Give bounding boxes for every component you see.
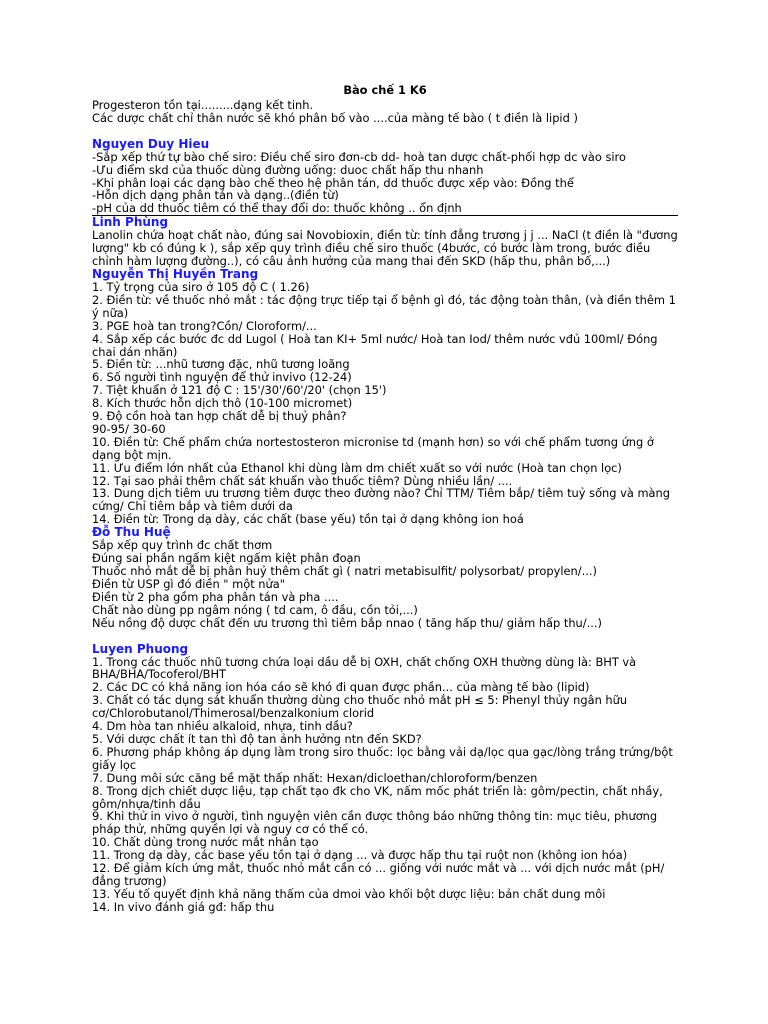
question-line: 2. Điền từ: về thuốc nhỏ mắt : tác động trực tiếp tại ổ bệnh gì đó, tác động toàn thân, (và điền thêm 1 ý nữa) (92, 292, 676, 320)
author-heading: Linh Phùng (92, 215, 169, 230)
author-heading: Luyen Phuong (92, 641, 189, 656)
question-line: 3. PGE hoà tan trong?Cồn/ Cloroform/... (92, 318, 317, 333)
question-line: Lanolin chứa hoạt chất nào, đúng sai Novobioxin, điền từ: tính đẳng trương j j ... NaCl (t điền là "đương lượng" kb có đúng k ), sắp xếp quy trình điều chế siro thuốc (4bước, có bước làm trong, bước điều chỉnh hàm lượng đường..), có câu ảnh hưởng của mang thai đến SKD (hấp thu, phân bố,...) (92, 228, 678, 269)
author-heading: Đỗ Thu Huệ (92, 525, 171, 540)
question-line: 12. Để giảm kích ứng mắt, thuốc nhỏ mắt cần có ... giống với nước mắt và ... với dịch nước mắt (pH/đẳng trương) (92, 861, 665, 888)
question-line: -Khi phân loại các dạng bào chế theo hệ phân tán, dd thuốc được xếp vào: Đồng thể (92, 175, 574, 190)
question-line: 13. Dung dịch tiêm ưu trương tiêm được theo đường nào? Chỉ TTM/ Tiêm bắp/ tiêm tuỷ sống và màng cứng/ Chỉ tiêm bắp và tiêm dưới da (92, 486, 670, 514)
question-line: 12. Tại sao phải thêm chất sát khuẩn vào thuốc tiêm? Dùng nhiều lần/ .... (92, 473, 513, 488)
question-line: 14. Điền từ: Trong dạ dày, các chất (base yếu) tồn tại ở dạng không ion hoá (92, 512, 524, 527)
question-line: 14. In vivo đánh giá gđ: hấp thu (92, 899, 275, 914)
author-heading: Nguyễn Thị Huyền Trang (92, 266, 259, 281)
question-line: 11. Trong dạ dày, các base yếu tồn tại ở dạng ... và được hấp thu tại ruột non (không ion hóa) (92, 848, 628, 863)
question-line: Chất nào dùng pp ngâm nóng ( td cam, ô đầu, cồn tỏi,...) (92, 602, 418, 617)
question-line: -pH của dd thuốc tiêm có thể thay đổi do: thuốc không .. ổn định (92, 202, 678, 216)
document-title: Bào chế 1 K6 (343, 83, 427, 97)
question-line: 10. Điền từ: Chế phẩm chứa nortestosteron micronise td (mạnh hơn) so với chế phẩm tương ứng ở dạng bột mịn. (92, 434, 654, 462)
question-line: 8. Trong dịch chiết dược liệu, tạp chất tạo đk cho VK, nấm mốc phát triển là: gôm/pectin, chất nhầy, gôm/nhựa/tinh dầu (92, 783, 663, 811)
question-line: 7. Tiệt khuẩn ở 121 độ C : 15'/30'/60'/20' (chọn 15') (92, 383, 387, 398)
question-line: Thuốc nhỏ mắt dễ bị phân huỷ thêm chất gì ( natri metabisulfit/ polysorbat/ propylen/...) (92, 564, 597, 578)
question-line: 90-95/ 30-60 (92, 421, 166, 436)
question-line: Sắp xếp quy trình đc chất thơm (92, 538, 273, 553)
question-line: 6. Số người tình nguyện để thử invivo (12-24) (92, 370, 352, 385)
question-line: Nếu nồng độ dược chất đến ưu trương thì tiêm bắp nnao ( tăng hấp thu/ giảm hấp thu/...) (92, 615, 602, 630)
question-line: 2. Các DC có khả năng ion hóa cáo sẽ khó đi quan được phần... của màng tế bào (lipid) (92, 680, 590, 695)
question-line: 6. Phương pháp không áp dụng làm trong siro thuốc: lọc bằng vải dạ/lọc qua gạc/lòng trắng trứng/bột giấy lọc (92, 744, 673, 772)
intro-line: Các dược chất chỉ thân nước sẽ khó phân bố vào ....của màng tế bào ( t điền là lipid ) (92, 110, 578, 125)
question-line: Đúng sai phần ngấm kiệt ngấm kiệt phân đoạn (92, 551, 361, 566)
document-page (92, 84, 678, 914)
question-line: 1. Trong các thuốc nhũ tương chứa loại dầu dễ bị OXH, chất chống OXH thường dùng là: BHT và BHA/BHA/Tocoferol/BHT (92, 654, 637, 682)
question-line: 3. Chất có tác dụng sát khuẩn thường dùng cho thuốc nhỏ mắt pH ≤ 5: Phenyl thủy ngân hữu cơ/Chlorobutanol/Thimerosal/benzalkonium clorid (92, 693, 628, 721)
question-line: 13. Yếu tố quyết định khả năng thấm của dmoi vào khối bột dược liệu: bản chất dung môi (92, 886, 606, 901)
author-heading: Nguyen Duy Hieu (92, 136, 210, 151)
question-line: 4. Dm hòa tan nhiều alkaloid, nhựa, tinh dầu? (92, 719, 353, 734)
question-line: 4. Sắp xếp các bước đc dd Lugol ( Hoà tan KI+ 5ml nước/ Hoà tan Iod/ thêm nước vđủ 100ml/ Đóng chai dán nhãn) (92, 331, 658, 359)
question-line: -Hỗn dịch dạng phân tán và dạng..(điền từ) (92, 188, 339, 203)
question-line: 8. Kích thước hỗn dịch thô (10-100 micromet) (92, 396, 353, 411)
question-line: 10. Chất dùng trong nước mắt nhân tạo (92, 835, 319, 850)
question-line: 5. Với dược chất ít tan thì độ tan ảnh hưởng ntn đến SKD? (92, 731, 422, 746)
intro-line: Progesteron tồn tại.........dạng kết tinh. (92, 97, 314, 112)
question-line: -Sắp xếp thứ tự bào chế siro: Điều chế siro đơn-cb dd- hoà tan dược chất-phối hợp dc vào siro (92, 149, 626, 164)
question-line: Điền từ USP gì đó điền " một nửa" (92, 576, 285, 591)
question-line: 11. Ưu điểm lớn nhất của Ethanol khi dùng làm dm chiết xuất so với nước (Hoà tan chọn lọc) (92, 460, 622, 475)
question-line: 7. Dung môi sức căng bề mặt thấp nhất: Hexan/dicloethan/chloroform/benzen (92, 770, 538, 785)
question-line: Điền từ 2 pha gồm pha phân tán và pha .... (92, 589, 339, 604)
question-line: 1. Tỷ trọng của siro ở 105 độ C ( 1.26) (92, 279, 310, 294)
question-line: 9. Khi thử in vivo ở người, tình nguyện viên cần được thông báo những thông tin: mục tiêu, phương pháp thử, những quyền lợi và nguy cơ có thể có. (92, 809, 658, 837)
question-line: 9. Độ cồn hoà tan hợp chất dễ bị thuỷ phân? (92, 409, 347, 424)
question-line: -Ưu điểm skd của thuốc dùng đường uống: duoc chất hấp thu nhanh (92, 162, 484, 177)
question-line: 5. Điền từ: ...nhũ tương đặc, nhũ tương loãng (92, 357, 350, 372)
